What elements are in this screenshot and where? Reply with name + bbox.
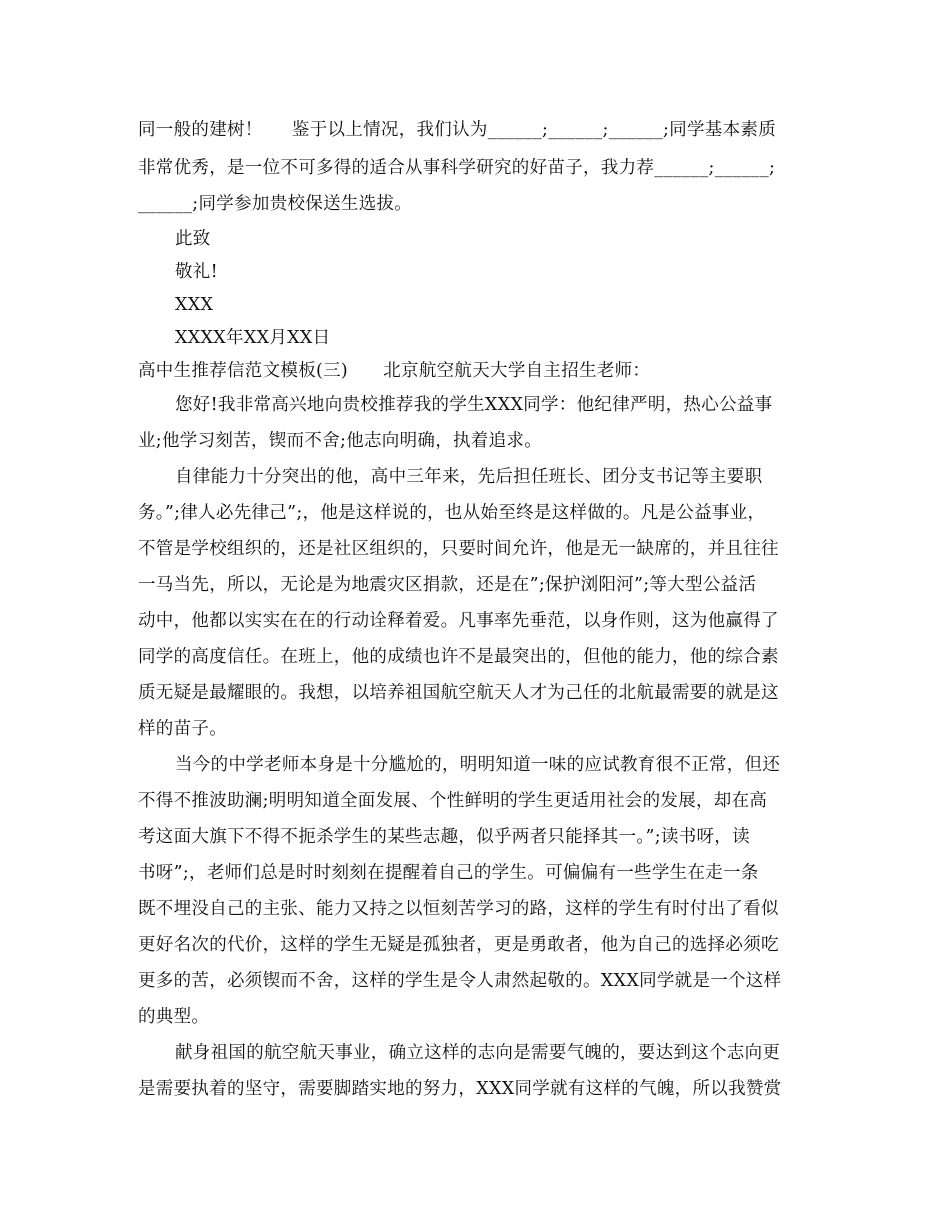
text-line: 更多的苦，必须锲而不舍，这样的学生是令人肃然起敬的。XXX同学就是一个这样 bbox=[138, 971, 782, 991]
text-line: 不得不推波助澜;明明知道全面发展、个性鲜明的学生更适用社会的发展，却在高 bbox=[138, 791, 768, 811]
text-line: 样的苗子。 bbox=[138, 719, 227, 739]
text-line: 同一般的建树！ 鉴于以上情况，我们认为______;______;______;同学基本素质 bbox=[138, 120, 776, 140]
text-line: 一马当先，所以，无论是为地震灾区捐款，还是在”;保护浏阳河”;等大型公益活 bbox=[138, 575, 757, 595]
text-line: 不管是学校组织的，还是社区组织的，只要时间允许，他是无一缺席的，并且往往 bbox=[138, 539, 779, 559]
signature-date: XXXX年XX月XX日 bbox=[175, 328, 331, 348]
text-line: 同学的高度信任。在班上，他的成绩也许不是最突出的，但他的能力，他的综合素 bbox=[138, 647, 779, 667]
text-line: 非常优秀，是一位不可多得的适合从事科学研究的好苗子，我力荐______;______; bbox=[138, 158, 776, 178]
section-heading: 高中生推荐信范文模板(三) 北京航空航天大学自主招生老师： bbox=[138, 361, 651, 381]
text-line: 的典型。 bbox=[138, 1007, 210, 1027]
closing-regards: 敬礼! bbox=[175, 262, 218, 282]
text-line: 是需要执着的坚守，需要脚踏实地的努力，XXX同学就有这样的气魄，所以我赞赏 bbox=[138, 1079, 782, 1099]
text-line: 动中，他都以实实在在的行动诠释着爱。凡事率先垂范，以身作则，这为他赢得了 bbox=[138, 611, 779, 631]
text-line: 书呀”;，老师们总是时时刻刻在提醒着自己的学生。可偏偏有一些学生在走一条 bbox=[138, 863, 759, 883]
closing-salutation: 此致 bbox=[175, 229, 211, 249]
text-line: 献身祖国的航空航天事业，确立这样的志向是需要气魄的，要达到这个志向更 bbox=[175, 1043, 781, 1063]
text-line: 考这面大旗下不得不扼杀学生的某些志趣，似乎两者只能择其一。”;读书呀，读 bbox=[138, 827, 750, 847]
text-line: 自律能力十分突出的他，高中三年来，先后担任班长、团分支书记等主要职 bbox=[175, 467, 763, 487]
text-line: 当今的中学老师本身是十分尴尬的，明明知道一味的应试教育很不正常，但还 bbox=[175, 755, 781, 775]
text-line: 既不埋没自己的主张、能力又持之以恒刻苦学习的路，这样的学生有时付出了看似 bbox=[138, 899, 779, 919]
text-line: ______;同学参加贵校保送生选拔。 bbox=[138, 194, 413, 214]
text-line: 质无疑是最耀眼的。我想，以培养祖国航空航天人才为己任的北航最需要的就是这 bbox=[138, 683, 779, 703]
text-line: 业;他学习刻苦，锲而不舍;他志向明确，执着追求。 bbox=[138, 431, 542, 451]
text-line: 务。”;律人必先律己”;，他是这样说的，也从始至终是这样做的。凡是公益事业， bbox=[138, 503, 766, 523]
text-line: 您好!我非常高兴地向贵校推荐我的学生XXX同学：他纪律严明，热心公益事 bbox=[175, 395, 773, 415]
text-line: 更好名次的代价，这样的学生无疑是孤独者，更是勇敢者，他为自己的选择必须吃 bbox=[138, 935, 779, 955]
signature-name: XXX bbox=[175, 295, 214, 315]
